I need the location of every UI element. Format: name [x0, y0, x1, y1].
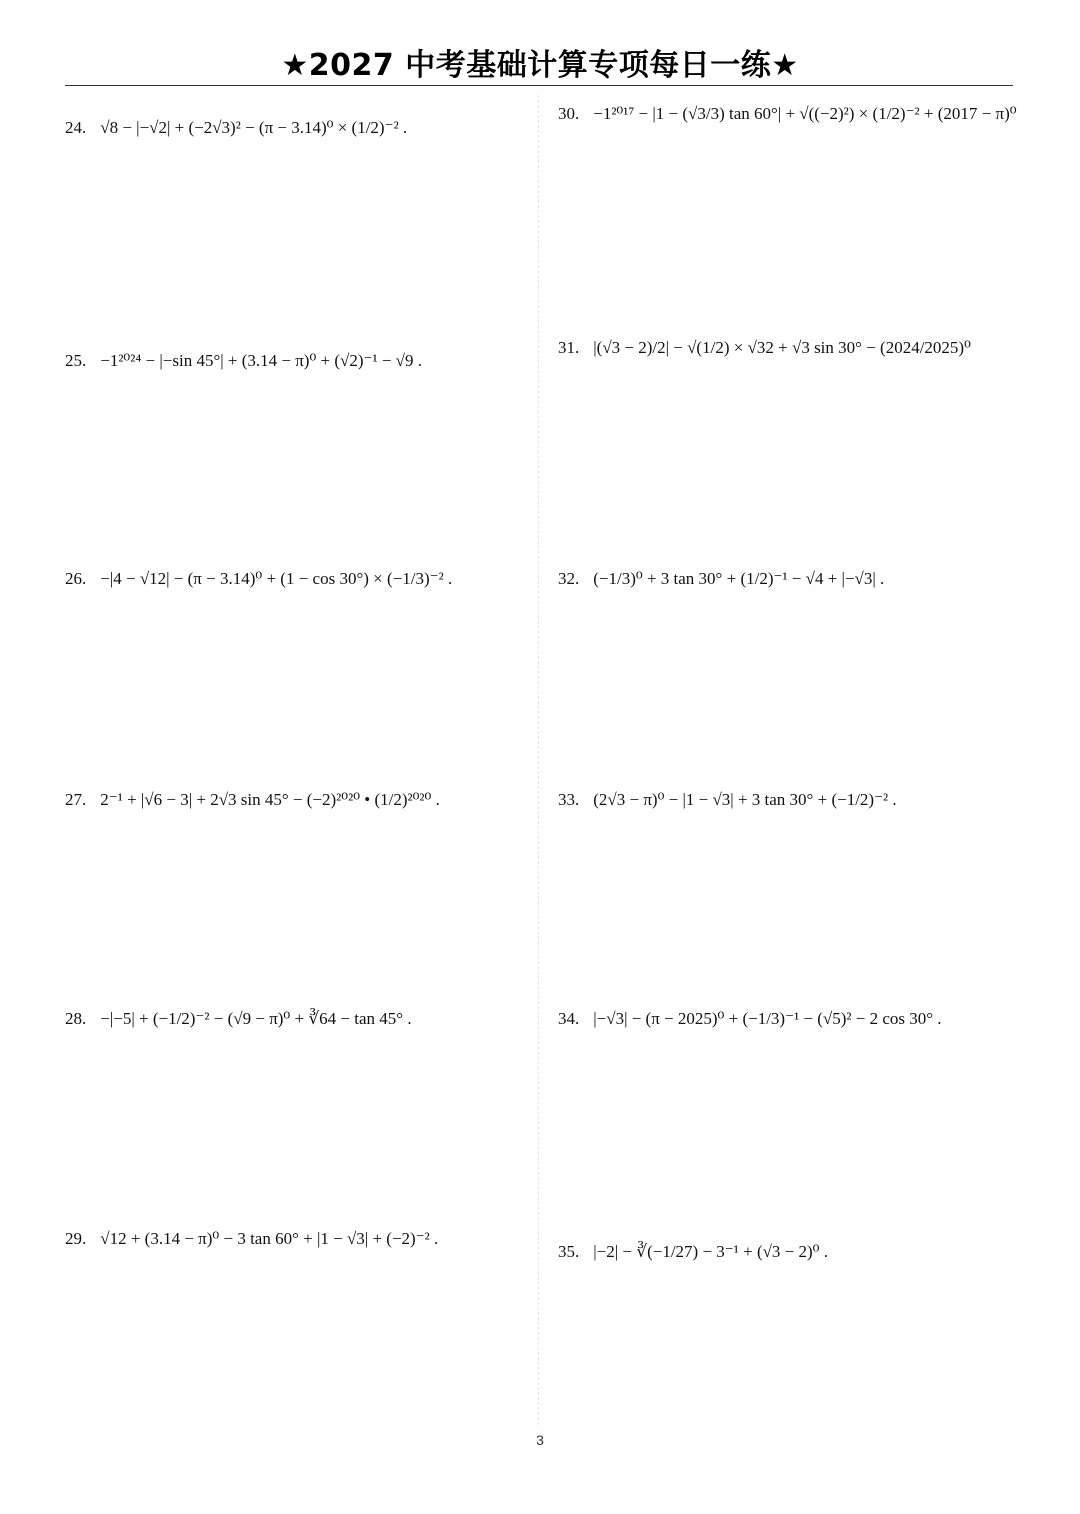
problem-28 [65, 1008, 412, 1030]
problem-29 [65, 1228, 438, 1250]
problem-number: 30. [558, 104, 580, 123]
problem-27 [65, 789, 440, 811]
problem-expression: √8 − |−√2| + (−2√3)² − (π − 3.14)⁰ × (1/2)⁻² . [100, 118, 408, 137]
problem-number: 24. [65, 118, 87, 137]
page-number: 3 [536, 1432, 544, 1448]
problem-expression: −1²⁰²⁴ − |−sin 45°| + (3.14 − π)⁰ + (√2)⁻¹ − √9 . [100, 351, 423, 370]
problem-number: 25. [65, 351, 87, 370]
problem-expression: (−1/3)⁰ + 3 tan 30° + (1/2)⁻¹ − √4 + |−√3| . [593, 569, 885, 588]
problem-35 [558, 1241, 828, 1263]
problem-31 [558, 337, 971, 359]
problem-number: 29. [65, 1229, 87, 1248]
problem-expression: √12 + (3.14 − π)⁰ − 3 tan 60° + |1 − √3| + (−2)⁻² . [100, 1229, 439, 1248]
problem-30 [558, 103, 1017, 125]
problem-26 [65, 568, 452, 590]
problem-expression: |(√3 − 2)/2| − √(1/2) × √32 + √3 sin 30° − (2024/2025)⁰ [593, 338, 971, 357]
page-title: ★2027 中考基础计算专项每日一练★ [281, 48, 799, 83]
problem-number: 33. [558, 790, 580, 809]
problem-25 [65, 350, 422, 372]
title-underline [65, 85, 1013, 86]
problem-34 [558, 1008, 942, 1030]
problem-expression: |−√3| − (π − 2025)⁰ + (−1/3)⁻¹ − (√5)² − 2 cos 30° . [593, 1009, 942, 1028]
problem-expression: −1²⁰¹⁷ − |1 − (√3/3) tan 60°| + √((−2)²) × (1/2)⁻² + (2017 − π)⁰ [593, 104, 1017, 123]
problem-expression: |−2| − ∛(−1/27) − 3⁻¹ + (√3 − 2)⁰ . [593, 1242, 828, 1261]
problem-32 [558, 568, 884, 590]
problem-number: 32. [558, 569, 580, 588]
column-divider [538, 95, 539, 1425]
problem-expression: (2√3 − π)⁰ − |1 − √3| + 3 tan 30° + (−1/2)⁻² . [593, 790, 897, 809]
problem-number: 31. [558, 338, 580, 357]
problem-expression: 2⁻¹ + |√6 − 3| + 2√3 sin 45° − (−2)²⁰²⁰ • (1/2)²⁰²⁰ . [100, 790, 440, 809]
problem-number: 28. [65, 1009, 87, 1028]
problem-33 [558, 789, 897, 811]
problem-number: 35. [558, 1242, 580, 1261]
problem-expression: −|−5| + (−1/2)⁻² − (√9 − π)⁰ + ∛64 − tan 45° . [100, 1009, 412, 1028]
problem-number: 26. [65, 569, 87, 588]
problem-expression: −|4 − √12| − (π − 3.14)⁰ + (1 − cos 30°) × (−1/3)⁻² . [100, 569, 453, 588]
problem-number: 27. [65, 790, 87, 809]
problem-24 [65, 117, 407, 139]
problem-number: 34. [558, 1009, 580, 1028]
